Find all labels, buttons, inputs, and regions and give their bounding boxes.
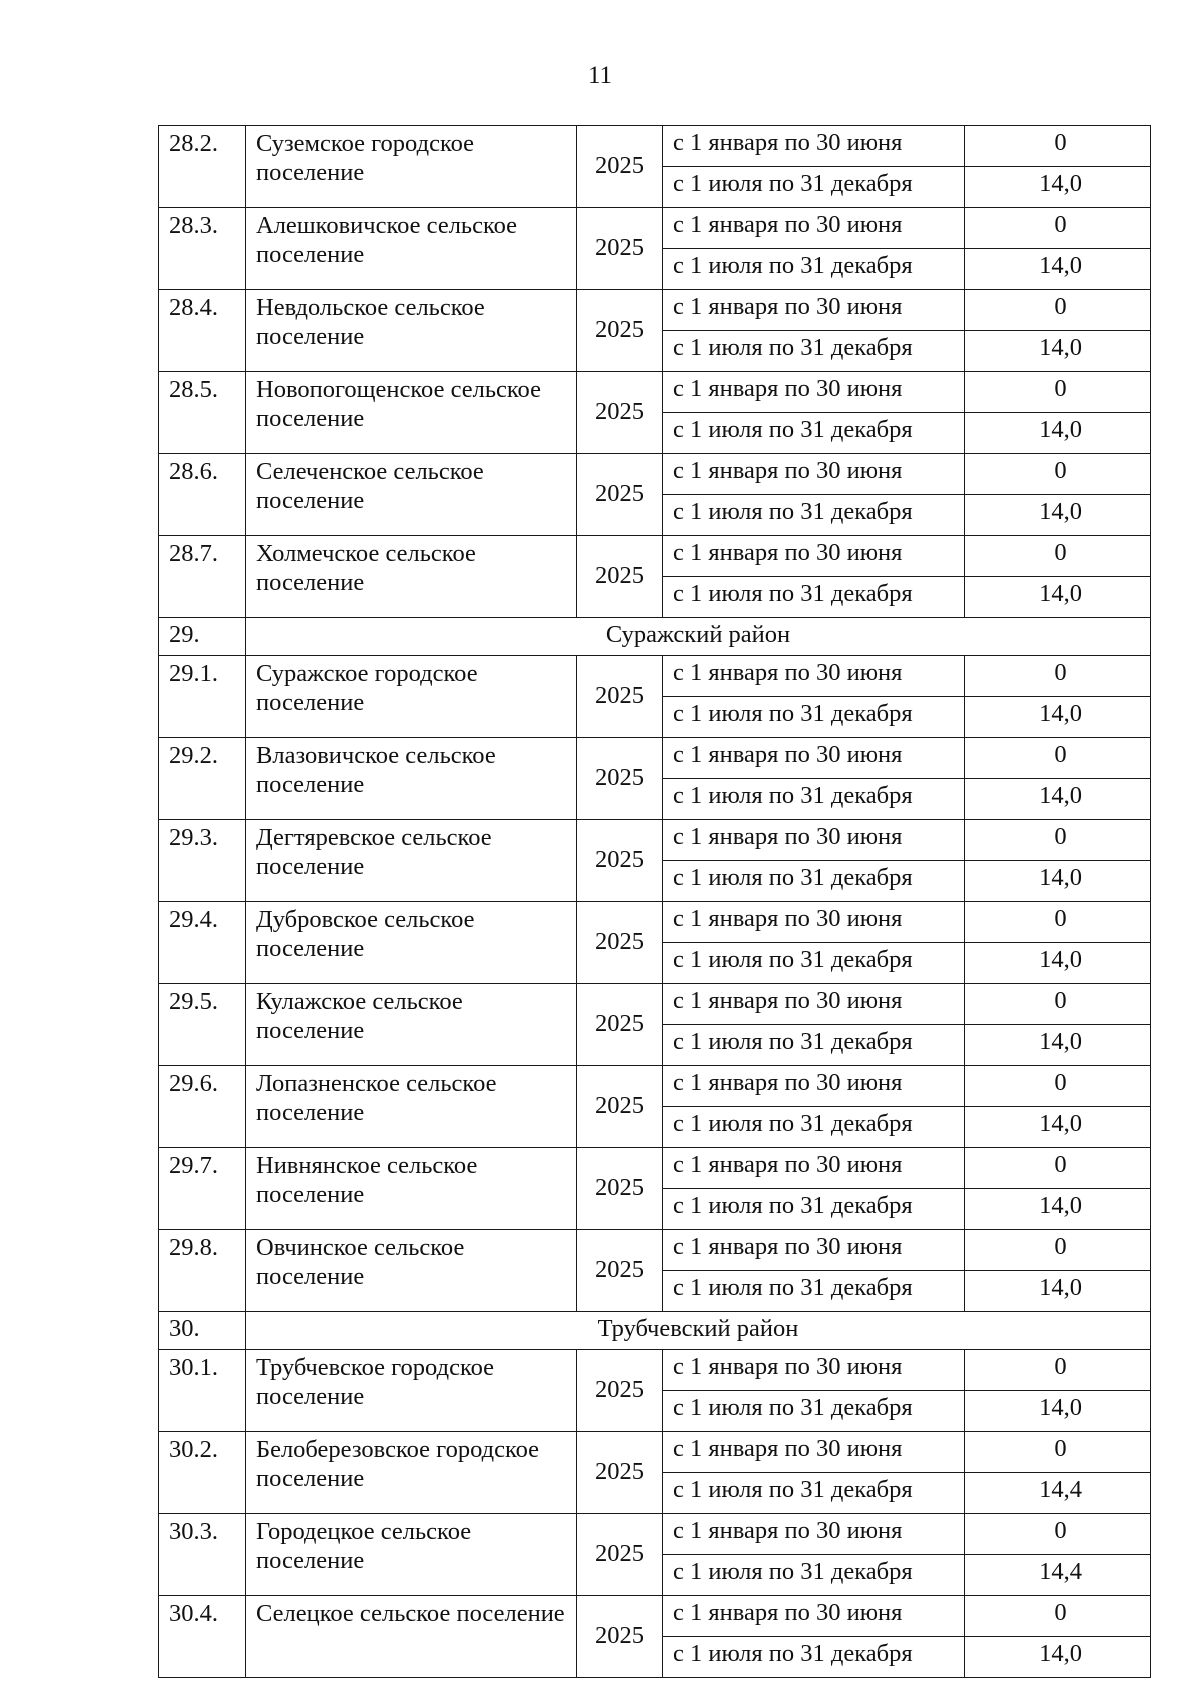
row-number: 29.5. [159,984,246,1066]
year-cell: 2025 [577,372,663,454]
row-number: 29.4. [159,902,246,984]
settlement-row [159,984,1151,1025]
value-second-half: 14,0 [965,861,1151,902]
value-second-half: 14,0 [965,1025,1151,1066]
year-cell: 2025 [577,984,663,1066]
period-first-half: с 1 января по 30 июня [663,1596,965,1637]
period-second-half: с 1 июля по 31 декабря [663,1391,965,1432]
row-number: 29.6. [159,1066,246,1148]
period-first-half: с 1 января по 30 июня [663,1350,965,1391]
period-second-half: с 1 июля по 31 декабря [663,331,965,372]
period-first-half: с 1 января по 30 июня [663,1066,965,1107]
year-cell: 2025 [577,290,663,372]
settlement-row [159,454,1151,495]
settlement-row [159,738,1151,779]
value-second-half: 14,0 [965,577,1151,618]
settlement-name: Невдольское сельское поселение [246,290,577,372]
settlement-name: Холмечское сельское поселение [246,536,577,618]
year-cell: 2025 [577,1350,663,1432]
year-cell: 2025 [577,656,663,738]
settlement-name: Селеченское сельское поселение [246,454,577,536]
year-cell: 2025 [577,454,663,536]
row-number: 28.3. [159,208,246,290]
period-second-half: с 1 июля по 31 декабря [663,577,965,618]
settlement-row [159,1148,1151,1189]
row-number: 29.7. [159,1148,246,1230]
row-number: 28.7. [159,536,246,618]
value-second-half: 14,0 [965,413,1151,454]
period-second-half: с 1 июля по 31 декабря [663,249,965,290]
row-number: 28.6. [159,454,246,536]
district-row [159,618,1151,656]
period-first-half: с 1 января по 30 июня [663,984,965,1025]
value-second-half: 14,0 [965,1271,1151,1312]
settlement-name: Влазовичское сельское поселение [246,738,577,820]
value-second-half: 14,0 [965,1391,1151,1432]
value-first-half: 0 [965,126,1151,167]
settlement-row [159,820,1151,861]
row-number: 29.2. [159,738,246,820]
settlement-name: Овчинское сельское поселение [246,1230,577,1312]
settlement-name: Кулажское сельское поселение [246,984,577,1066]
row-number: 30.1. [159,1350,246,1432]
period-second-half: с 1 июля по 31 декабря [663,1473,965,1514]
value-first-half: 0 [965,1432,1151,1473]
period-second-half: с 1 июля по 31 декабря [663,1555,965,1596]
district-number: 29. [159,618,246,656]
settlement-row [159,656,1151,697]
settlement-name: Селецкое сельское поселение [246,1596,577,1678]
settlement-name: Дегтяревское сельское поселение [246,820,577,902]
settlement-row [159,536,1151,577]
period-second-half: с 1 июля по 31 декабря [663,697,965,738]
year-cell: 2025 [577,1514,663,1596]
value-first-half: 0 [965,1514,1151,1555]
period-second-half: с 1 июля по 31 декабря [663,1271,965,1312]
period-first-half: с 1 января по 30 июня [663,1230,965,1271]
row-number: 29.3. [159,820,246,902]
period-second-half: с 1 июля по 31 декабря [663,779,965,820]
value-second-half: 14,4 [965,1473,1151,1514]
year-cell: 2025 [577,902,663,984]
value-first-half: 0 [965,1148,1151,1189]
period-second-half: с 1 июля по 31 декабря [663,1107,965,1148]
period-second-half: с 1 июля по 31 декабря [663,495,965,536]
year-cell: 2025 [577,1148,663,1230]
row-number: 30.4. [159,1596,246,1678]
value-first-half: 0 [965,290,1151,331]
period-first-half: с 1 января по 30 июня [663,536,965,577]
value-first-half: 0 [965,208,1151,249]
value-second-half: 14,0 [965,249,1151,290]
period-first-half: с 1 января по 30 июня [663,1432,965,1473]
year-cell: 2025 [577,208,663,290]
value-second-half: 14,0 [965,495,1151,536]
district-row [159,1312,1151,1350]
value-first-half: 0 [965,902,1151,943]
tariff-table [158,125,1151,1678]
settlement-name: Суражское городское поселение [246,656,577,738]
period-first-half: с 1 января по 30 июня [663,208,965,249]
period-first-half: с 1 января по 30 июня [663,738,965,779]
period-second-half: с 1 июля по 31 декабря [663,1189,965,1230]
period-first-half: с 1 января по 30 июня [663,1514,965,1555]
settlement-row [159,1350,1151,1391]
value-second-half: 14,0 [965,331,1151,372]
value-first-half: 0 [965,1066,1151,1107]
value-first-half: 0 [965,1230,1151,1271]
period-first-half: с 1 января по 30 июня [663,290,965,331]
value-second-half: 14,0 [965,1637,1151,1678]
value-first-half: 0 [965,984,1151,1025]
value-second-half: 14,0 [965,167,1151,208]
row-number: 30.3. [159,1514,246,1596]
settlement-name: Дубровское сельское поселение [246,902,577,984]
settlement-row [159,1596,1151,1637]
value-second-half: 14,0 [965,1189,1151,1230]
district-name: Трубчевский район [246,1312,1151,1350]
value-second-half: 14,4 [965,1555,1151,1596]
settlement-row [159,290,1151,331]
settlement-name: Белоберезовское городское поселение [246,1432,577,1514]
settlement-name: Алешковичское сельское поселение [246,208,577,290]
row-number: 28.4. [159,290,246,372]
settlement-name: Лопазненское сельское поселение [246,1066,577,1148]
period-second-half: с 1 июля по 31 декабря [663,167,965,208]
value-second-half: 14,0 [965,943,1151,984]
period-second-half: с 1 июля по 31 декабря [663,861,965,902]
settlement-name: Трубчевское городское поселение [246,1350,577,1432]
year-cell: 2025 [577,1596,663,1678]
row-number: 30.2. [159,1432,246,1514]
settlement-name: Нивнянское сельское поселение [246,1148,577,1230]
period-first-half: с 1 января по 30 июня [663,1148,965,1189]
value-first-half: 0 [965,536,1151,577]
period-first-half: с 1 января по 30 июня [663,126,965,167]
row-number: 29.1. [159,656,246,738]
value-first-half: 0 [965,656,1151,697]
period-first-half: с 1 января по 30 июня [663,902,965,943]
year-cell: 2025 [577,820,663,902]
period-second-half: с 1 июля по 31 декабря [663,1637,965,1678]
district-number: 30. [159,1312,246,1350]
page-number: 11 [587,62,613,89]
row-number: 28.2. [159,126,246,208]
year-cell: 2025 [577,536,663,618]
settlement-row [159,1230,1151,1271]
settlement-name: Городецкое сельское поселение [246,1514,577,1596]
period-first-half: с 1 января по 30 июня [663,454,965,495]
table-body [159,126,1151,1678]
year-cell: 2025 [577,738,663,820]
value-second-half: 14,0 [965,1107,1151,1148]
settlement-name: Новопогощенское сельское поселение [246,372,577,454]
settlement-row [159,902,1151,943]
settlement-row [159,208,1151,249]
value-second-half: 14,0 [965,779,1151,820]
period-first-half: с 1 января по 30 июня [663,656,965,697]
settlement-name: Суземское городское поселение [246,126,577,208]
year-cell: 2025 [577,1432,663,1514]
value-first-half: 0 [965,1596,1151,1637]
value-first-half: 0 [965,820,1151,861]
district-name: Суражский район [246,618,1151,656]
period-second-half: с 1 июля по 31 декабря [663,943,965,984]
settlement-row [159,372,1151,413]
period-first-half: с 1 января по 30 июня [663,372,965,413]
value-first-half: 0 [965,372,1151,413]
period-second-half: с 1 июля по 31 декабря [663,1025,965,1066]
value-first-half: 0 [965,738,1151,779]
row-number: 29.8. [159,1230,246,1312]
year-cell: 2025 [577,126,663,208]
settlement-row [159,1514,1151,1555]
settlement-row [159,126,1151,167]
value-second-half: 14,0 [965,697,1151,738]
value-first-half: 0 [965,454,1151,495]
value-first-half: 0 [965,1350,1151,1391]
settlement-row [159,1066,1151,1107]
year-cell: 2025 [577,1230,663,1312]
settlement-row [159,1432,1151,1473]
row-number: 28.5. [159,372,246,454]
period-second-half: с 1 июля по 31 декабря [663,413,965,454]
year-cell: 2025 [577,1066,663,1148]
period-first-half: с 1 января по 30 июня [663,820,965,861]
